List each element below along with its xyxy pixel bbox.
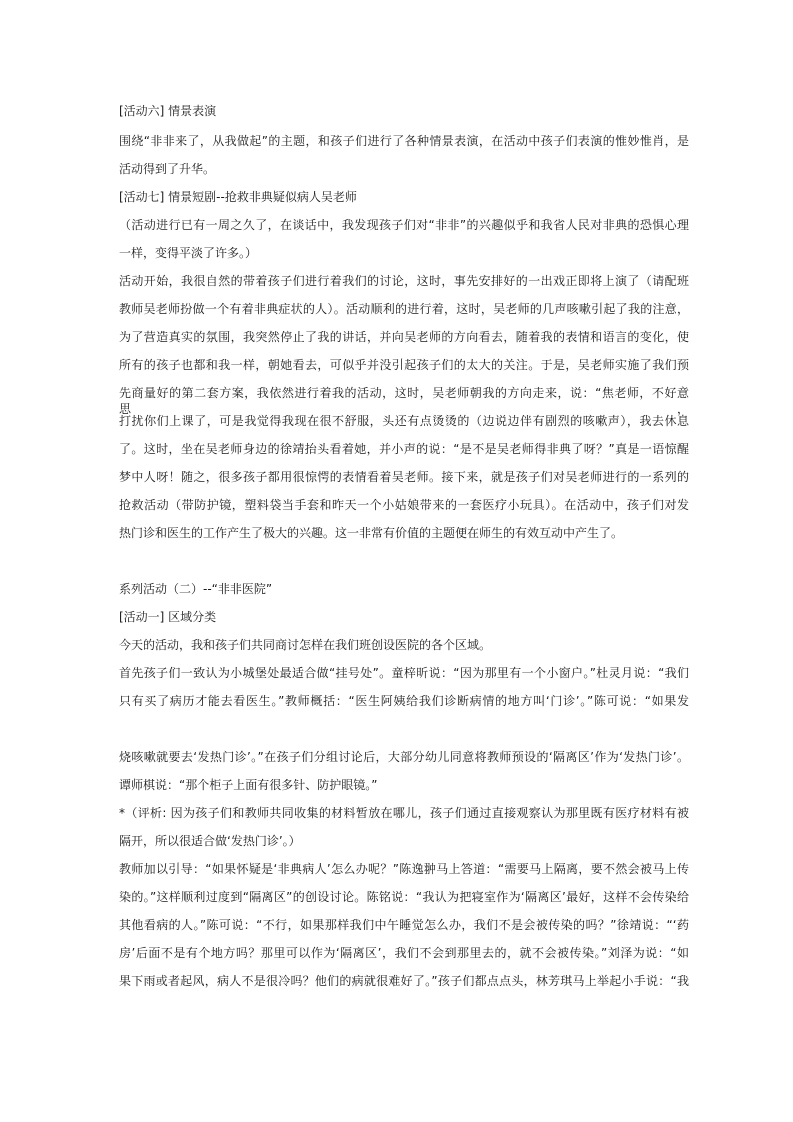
activity-7-heading: [活动七] 情景短剧--抢救非典疑似病人吴老师 [119,190,357,204]
paragraph-line: 了。这时，坐在吴老师身边的徐靖抬头看着她，并小声的说：“是不是吴老师得非典了呀？”真是一语惊醒 [119,442,689,456]
paragraph-line: 首先孩子们一致认为小城堡处最适合做“挂号处”。童梓昕说：“因为那里有一个小窗户。”杜灵月说：“我们 [119,666,689,680]
paragraph-line: 烧咳嗽就要去‘发热门诊’。”在孩子们分组讨论后，大部分幼儿同意将教师预设的‘隔离区’作为‘发热门诊’。 [119,750,689,764]
paragraph-line: 先商量好的第二套方案，我依然进行着我的活动，这时，吴老师朝我的方向走来，说：“焦老师，不好意思， [119,386,689,416]
paragraph-line: （活动进行已有一周之久了，在谈话中，我发现孩子们对“非非”的兴趣似乎和我省人民对非典的恐惧心理 [119,218,689,232]
paragraph-line: 其他看病的人。”陈可说：“不行，如果那样我们中午睡觉怎么办，我们不是会被传染的吗？”徐靖说：“‘药 [119,918,689,932]
paragraph-line: 果下雨或者起风，病人不是很冷吗？他们的病就很难好了。”孩子们都点点头，林芳琪马上举起小手说：“我 [119,974,689,988]
paragraph-line: 房’后面不是有个地方吗？那里可以作为‘隔离区’，我们不会到那里去的，就不会被传染。”刘泽为说：“如 [119,946,689,960]
activity-1-heading: [活动一] 区域分类 [119,610,217,624]
paragraph-line: 染的。”这样顺利过度到“隔离区”的创设讨论。陈铭说：“我认为把寝室作为‘隔离区’最好，这样不会传染给 [119,890,689,904]
paragraph-line: 抢救活动（带防护镜，塑料袋当手套和昨天一个小姑娘带来的一套医疗小玩具）。在活动中，孩子们对发 [119,498,689,512]
paragraph-line: 教师加以引导：“如果怀疑是‘非典病人’怎么办呢？”陈逸翀马上答道：“需要马上隔离，要不然会被马上传 [119,862,689,876]
paragraph-line: 只有买了病历才能去看医生。”教师概括：“医生阿姨给我们诊断病情的地方叫‘门诊’。”陈可说：“如果发 [119,694,689,708]
paragraph-line: 谭师棋说：“那个柜子上面有很多针、防护眼镜。” [119,778,378,792]
paragraph-line: 打扰你们上课了，可是我觉得我现在很不舒服，头还有点烫烫的（边说边伴有剧烈的咳嗽声），我去休息 [119,414,689,428]
activity-6-heading: [活动六] 情景表演 [119,104,217,118]
paragraph-line: 围绕“非非来了，从我做起”的主题，和孩子们进行了各种情景表演，在活动中孩子们表演的惟妙惟肖，是 [119,134,689,148]
paragraph-line: 活动开始，我很自然的带着孩子们进行着我们的讨论，这时，事先安排好的一出戏正即将上演了（请配班 [119,274,689,288]
paragraph-line: 活动得到了升华。 [119,162,216,176]
paragraph-line: 一样，变得平淡了许多。） [119,246,258,260]
paragraph-line: 热门诊和医生的工作产生了极大的兴趣。这一非常有价值的主题便在师生的有效互动中产生了。 [119,526,624,540]
comment-line: *（评析: 因为孩子们和教师共同收集的材料暂放在哪儿，孩子们通过直接观察认为那里既有医疗材料有被 [119,806,689,820]
series-heading: 系列活动（二）--“非非医院” [119,582,273,596]
comment-line: 隔开，所以很适合做‘发热门诊’。） [119,834,301,848]
paragraph-line: 梦中人呀！随之，很多孩子都用很惊愕的表情看着吴老师。接下来，就是孩子们对吴老师进行的一系列的 [119,470,689,484]
paragraph-line: 教师吴老师扮做一个有着非典症状的人）。活动顺利的进行着，这时，吴老师的几声咳嗽引起了我的注意， [119,302,689,316]
paragraph-line: 今天的活动，我和孩子们共同商讨怎样在我们班创设医院的各个区域。 [119,638,492,652]
paragraph-line: 为了营造真实的氛围，我突然停止了我的讲话，并向吴老师的方向看去，随着我的表情和语言的变化，使 [119,330,689,344]
paragraph-line: 所有的孩子也都和我一样，朝她看去，可似乎并没引起孩子们的太大的关注。于是，吴老师实施了我们预 [119,358,689,372]
